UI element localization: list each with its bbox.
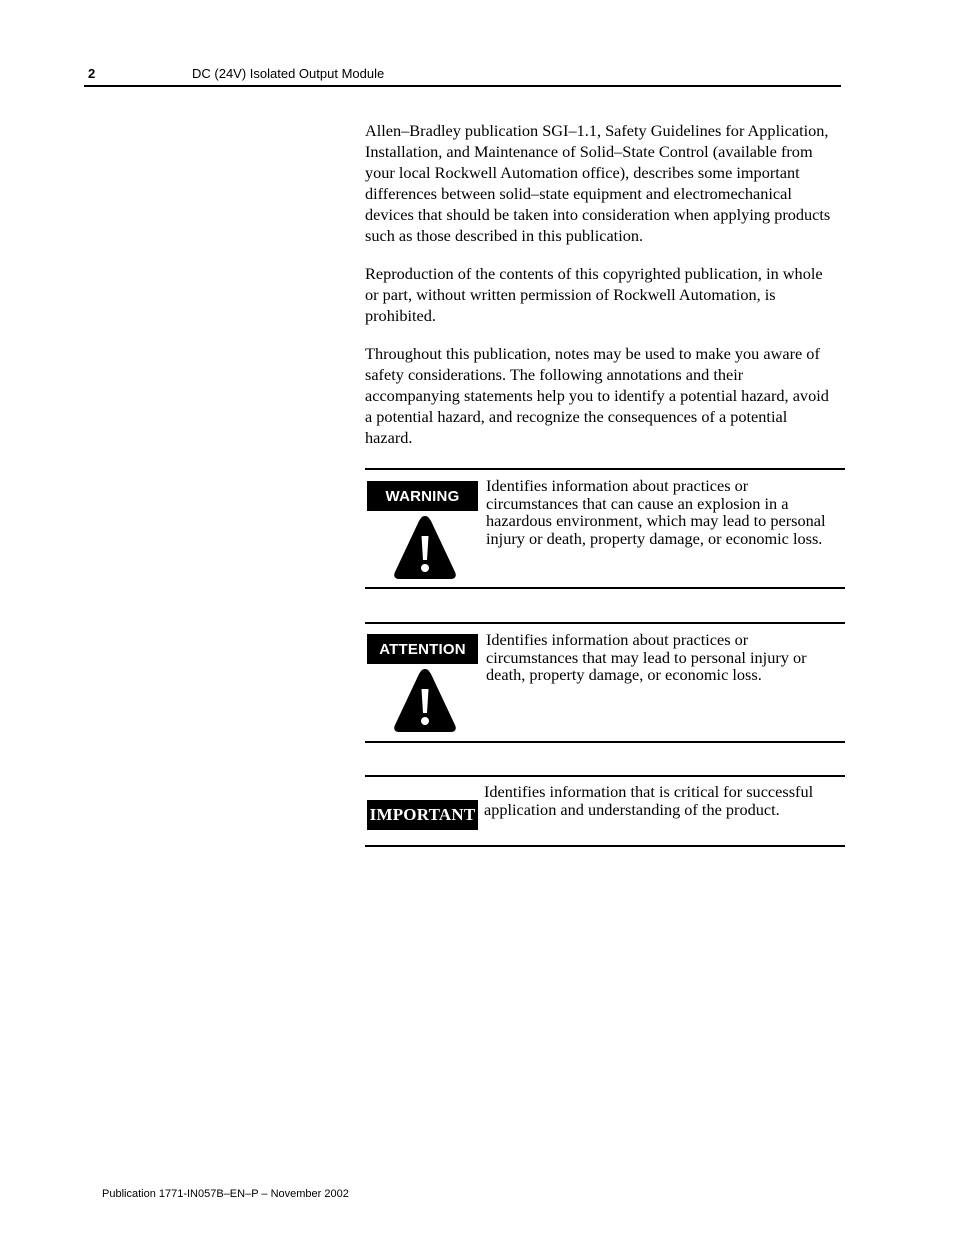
important-text: Identifies information that is critical for successful application and understanding of the product.: [484, 782, 814, 819]
publication-footer: Publication 1771-IN057B–EN–P – November 2002: [102, 1188, 349, 1200]
warning-notice: [365, 468, 845, 589]
running-title: DC (24V) Isolated Output Module: [192, 66, 385, 81]
page-number: 2: [88, 66, 96, 81]
attention-text: Identifies information about practices or circumstances that may lead to personal injury or death, property damage, or economic loss.: [486, 630, 807, 684]
important-label: IMPORTANT: [367, 800, 478, 830]
warning-triangle-icon: [392, 667, 458, 733]
intro-paragraph: Allen–Bradley publication SGI–1.1, Safety Guidelines for Application, Installation, and Maintenance of Solid–State Control (available from your local Rockwell Automation office), describes some important differences between solid–state equipment and electromechanical devices that should be taken into consideration when applying products such as those described in this publication.: [365, 121, 831, 245]
important-notice: [365, 775, 845, 847]
attention-label: ATTENTION: [367, 634, 478, 664]
copyright-paragraph: Reproduction of the contents of this copyrighted publication, in whole or part, without written permission of Rockwell Automation, is prohibited.: [365, 264, 823, 325]
warning-triangle-icon: [392, 514, 458, 580]
warning-text: Identifies information about practices or circumstances that can cause an explosion in a hazardous environment, which may lead to personal injury or death, property damage, or economic loss.: [486, 476, 826, 548]
warning-label: WARNING: [367, 481, 478, 511]
attention-notice: [365, 622, 845, 743]
annotations-paragraph: Throughout this publication, notes may be used to make you aware of safety considerations. The following annotations and their accompanying statements help you to identify a potential hazard, avoid a potential hazard, and recognize the consequences of a potential hazard.: [365, 344, 829, 447]
page-header: [84, 60, 841, 87]
